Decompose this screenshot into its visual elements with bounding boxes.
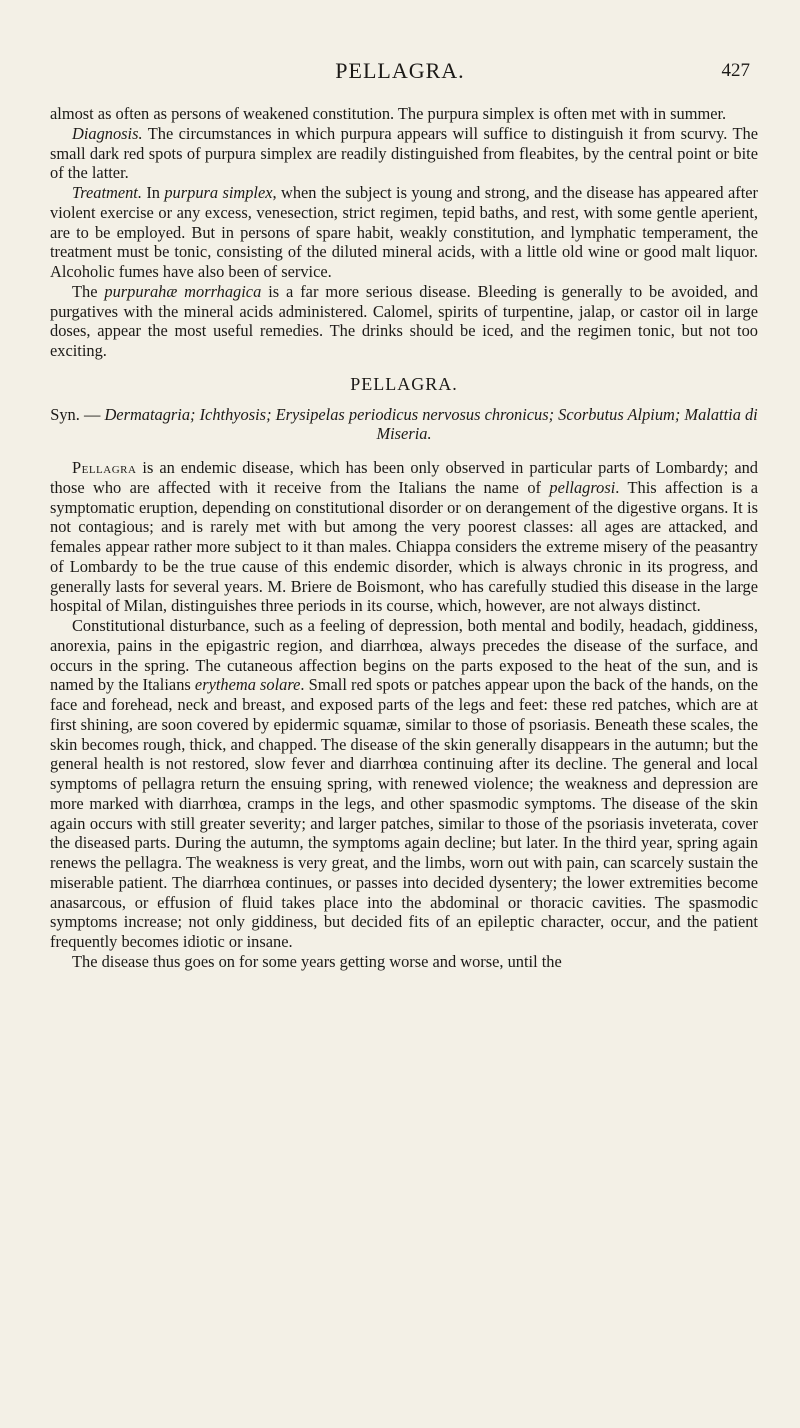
running-head — [0, 58, 800, 88]
page-number: 427 — [721, 60, 750, 81]
treatment-text: , when the subject is young and strong, and the disease has appeared after violent exercise or any excess, venesection, strict regimen, tepid baths, and rest, with some gentle aperient, are to be employed. But in persons of spare habit, weakly constitution, and lymphatic temperament, the treatment must be tonic, consisting of the diluted mineral acids, with a little old wine or good malt liquor. Alcoholic fumes have also been of service. — [50, 183, 758, 281]
synonyms-label: Syn. — — [50, 404, 105, 424]
purpura-intro-paragraph: almost as often as persons of weakened constitution. The purpura simplex is often met with in summer. — [50, 104, 727, 123]
diagnosis-label: Diagnosis. — [72, 123, 143, 143]
body-text — [50, 104, 758, 972]
section-title-pellagra: PELLAGRA. — [350, 373, 458, 394]
haemorrhagica-term: purpurahæ morrhagica — [104, 281, 262, 301]
pellagra-p1-text-b: . This affection is a symptomatic eruption, depending on constitutional disorder or on derangement of the digestive organs. It is not contagious; and is rarely met with but among the very poorest classes: all ages are attacked, and females appear rather more subject to it than males. Chiappa considers the extreme misery of the peasantry of Lombardy to be the true cause of this endemic disorder, which is always chronic in its progress, and generally lasts for several years. M. Briere de Boismont, who has carefully studied this disease in the large hospital of Milan, distinguishes three periods in its course, which, however, are not always distinct. — [50, 477, 758, 616]
pellagra-p2-text-a: Constitutional disturbance, such as a feeling of depression, both mental and bodily, headach, giddiness, anorexia, pains in the epigastric region, and diarrhœa, always precedes the disease of the surface, and occurs in the spring. The cutaneous affection begins on the parts exposed to the heat of the sun, and is named by the Italians — [50, 616, 758, 695]
diagnosis-paragraph — [50, 124, 758, 183]
synonyms-line — [50, 405, 758, 445]
pellagra-lead-word: Pellagra — [72, 458, 137, 477]
diagnosis-text: The circumstances in which purpura appears will suffice to distinguish it from scurvy. The small dark red spots of purpura simplex are readily distinguished from fleabites, by the central point or bite of the latter. — [50, 123, 758, 183]
treatment-lead: In — [141, 183, 165, 202]
pellagra-p1-text-a: is an endemic disease, which has been only observed in particular parts of Lombardy; and those who are affected with it receive from the Italians the name of — [50, 458, 758, 497]
running-head-title: PELLAGRA. — [335, 58, 465, 83]
pellagra-paragraph-2 — [50, 616, 758, 952]
haemorrhagica-paragraph — [50, 282, 758, 361]
pellagra-paragraph-3: The disease thus goes on for some years getting worse and worse, until the — [72, 951, 562, 971]
pellagra-paragraph-1 — [50, 458, 758, 616]
haemorrhagica-lead: The — [72, 281, 105, 301]
pellagra-p2-text-b: . Small red spots or patches appear upon the back of the hands, on the face and forehead, neck and breast, and exposed parts of the legs and feet: these red patches, which are at first shining, are soon covered by epidermic squamæ, similar to those of psoriasis. Beneath these scales, the skin becomes rough, thick, and chapped. The disease of the skin generally disappears in the autumn; but the general health is not restored, slow fever and diarrhœa continuing after its decline. The general and local symptoms of pellagra return the ensuing spring, with renewed violence; the weakness and depression are more marked with diarrhœa, cramps in the legs, and other spasmodic symptoms. The disease of the skin again occurs with still greater severity; and larger patches, similar to those of the psoriasis inveterata, cover the diseased parts. During the autumn, the symptoms again decline; but later. In the third year, spring again renews the pellagra. The weakness is very great, and the limbs, worn out with pain, can scarcely sustain the miserable patient. The diarrhœa continues, or passes into decided dysentery; the lower extremities become anasarcous, or effusion of fluid takes place into the abdominal or thoracic cavities. The spasmodic symptoms increase; not only giddiness, but decided fits of an epileptic character, occur, and the patient frequently becomes idiotic or insane. — [50, 675, 759, 951]
haemorrhagica-text: is a far more serious disease. Bleeding is generally to be avoided, and purgatives with the mineral acids administered. Calomel, spirits of turpentine, jalap, or castor oil in large doses, appear the most useful remedies. The drinks should be iced, and the regimen tonic, but not too exciting. — [50, 281, 758, 360]
synonyms-list: Dermatagria; Ichthyosis; Erysipelas periodicus nervosus chronicus; Scorbutus Alpium; Malattia di Miseria. — [104, 404, 758, 444]
pellagra-p1-term: pellagrosi — [549, 477, 616, 497]
treatment-term: purpura simplex — [164, 183, 273, 202]
pellagra-p2-term: erythema solare — [194, 675, 301, 695]
treatment-paragraph — [50, 183, 758, 282]
treatment-label: Treatment. — [72, 183, 142, 202]
